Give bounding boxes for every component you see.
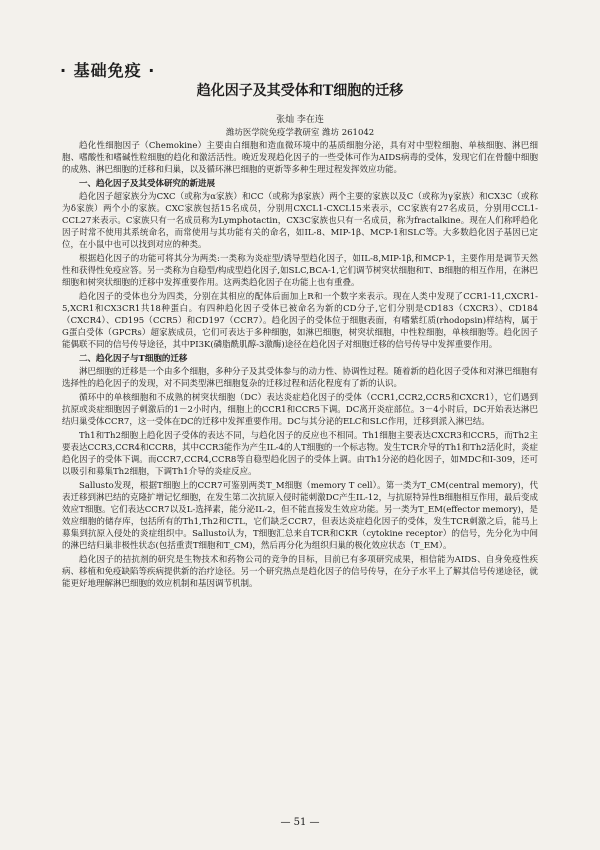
paragraph-7: Sallusto发现，根据T细胞上的CCR7可鉴别两类T_M细胞（memory T cell）。第一类为T_CM(central memory)，代表迁移到淋巴结的克隆扩增记忆细胞，在发生第二次抗原入侵时能刺激DC产生IL-12，与抗原特异性B细胞相互作用，最后变成效应T细胞。它们表达CCR7以及L-选择素，能分泌IL-2，但不能直接发生效应功能。另一类为T_EM(effector memory)，是效应细胞的储存库，包括所有的Th1,Th2和CTL，它们缺乏CCR7，但表达炎症趋化因子的受体，发生TCR刺激之后，能马上募集到抗原入侵处的炎症组织中。Sallusto认为，T细胞汇总来自TCR和CKR（cytokine receptor）的信号，先分化为中间的淋巴结归巢非极性状态(包括重责T细胞和T_CM)，然后再分化为组织归巢的极化效应状态（T_EM）。 [62, 481, 538, 551]
article-body [62, 140, 538, 592]
page-number: — 51 — [280, 817, 320, 828]
article-title: 趋化因子及其受体和T细胞的迁移 [196, 83, 404, 99]
intro-paragraph: 趋化性细胞因子（Chemokine）主要由白细胞和造血微环境中的基质细胞分泌，具有对中型粒细胞、单核细胞、淋巴细胞、嗜酸性和嗜碱性粒细胞的趋化和激活活性。晚近发现趋化因子的一些受体可作为AIDS病毒的受体，发现它们在骨髓中细胞的成熟、淋巴细胞的迁移和归巢，以及循环淋巴细胞的更新等多种生理过程发挥效应功能。 [62, 141, 538, 175]
section-heading-1: 一、趋化因子及其受体研究的新进展 [79, 179, 216, 189]
paragraph-5: 循环中的单核细胞和不成熟的树突状细胞（DC）表达炎症趋化因子的受体（CCR1,CCR2,CCR5和CXCR1），它们遇到抗原或炎症细胞因子刺激后的1－2小时内，细胞上的CCR1和CCR5下调。DC离开炎症部位。3－4小时后，DC开始表达淋巴结归巢受体CCR7，这一受体在DC的迁移中发挥重要作用。DC与其分泌的ELC和SLC作用，迁移到派入淋巴结。 [62, 393, 538, 427]
authors: 张灿 李在连 [276, 115, 324, 125]
paragraph-2: 根据趋化因子的功能可将其分为两类:一类称为炎症型/诱导型趋化因子，如IL-8,MIP-1β,和MCP-1，主要作用是调节天然性和获得性免疫应答。另一类称为自稳型/构成型趋化因子,如SLC,BCA-1,它们调节树突状细胞和T、B细胞的相互作用，在淋巴细胞和树突状细胞的迁移中发挥重要作用。这两类趋化因子在功能上也有重叠。 [62, 254, 538, 288]
section-tag: · 基础免疫 · [60, 61, 156, 80]
paragraph-6: Th1和Th2细胞上趋化因子受体的表达不同，与趋化因子的反应也不相同。Th1细胞主要表达CXCR3和CCR5，而Th2主要表达CCR3,CCR4和CCR8，其中CCR3能作为产生IL-4的人T细胞的一个标志物。发生TCR介导的Th1和Th2活化时，炎症趋化因子的受体下调。而CCR7,CCR4,CCR8等自稳型趋化因子的受体上调。由Th1分泌的趋化因子，如MDC和I-309，还可以吸引和募集Th2细胞，下调Th1介导的炎症反应。 [62, 431, 538, 477]
paragraph-1: 趋化因子超家族分为CXC（或称为α家族）和CC（或称为β家族）两个主要的家族以及C（或称为γ家族）和CX3C（或称为δ家族）两个小的家族。CXC家族包括15名成员，分别用CXCL1-CXCL15来表示，CC家族有27名成员，分别用CCL1-CCL27来表示。C家族只有一名成员称为Lymphotactin，CX3C家族也只有一名成员，称为fractalkine。现在人们称呼趋化因子时常不使用其系统命名，而常使用与其功能有关的命名，如IL-8、MIP-1β、MCP-1和SLC等。大多数趋化因子基因已定位，在小鼠中也可以找到对应的种类。 [62, 192, 538, 250]
affiliation: 潍坊医学院免疫学教研室 潍坊 261042 [225, 128, 375, 138]
paragraph-3: 趋化因子的受体也分为四类，分别在其相应的配体后面加上R和一个数字来表示。现在人类中发现了CCR1-11,CXCR1-5,XCR1和CX3CR1共18种蛋白。有四种趋化因子受体已被命名为新的CD分子,它们分别是CD183（CXCR3）、CD184（CXCR4）、CD195（CCR5）和CD197（CCR7）。趋化因子的受体位于细胞表面，有嗜紫红质(rhodopsin)样结构，属于G蛋白受体（GPCRs）超家族成员，它们可表达于多种细胞，如淋巴细胞，树突状细胞，中性粒细胞，单核细胞等。趋化因子能偶联不同的信号传导途径，其中PI3K(磷脂酰肌醇-3激酶)途径在趋化因子对细胞迁移的信号传导中发挥重要作用。 [62, 292, 538, 350]
paragraph-8: 趋化因子的拮抗剂的研究是生物技术和药物公司的竞争的目标，目前已有多项研究成果，相信能为AIDS、自身免疫性疾病、移植和免疫缺陷等疾病提供新的治疗途径。另一个研究热点是趋化因子的信号传导，在分子水平上了解其信号传递途径，就能更好地理解淋巴细胞的效应机制和基因调节机制。 [62, 555, 539, 589]
section-heading-2: 二、趋化因子与T细胞的迁移 [79, 354, 188, 364]
paragraph-4: 淋巴细胞的迁移是一个由多个细胞，多种分子及其受体参与的动力性、协调性过程。随着新的趋化因子受体和对淋巴细胞有选择性的趋化因子的发现，对不同类型淋巴细胞复杂的迁移过程和活化程度有了新的认识。 [62, 367, 539, 389]
